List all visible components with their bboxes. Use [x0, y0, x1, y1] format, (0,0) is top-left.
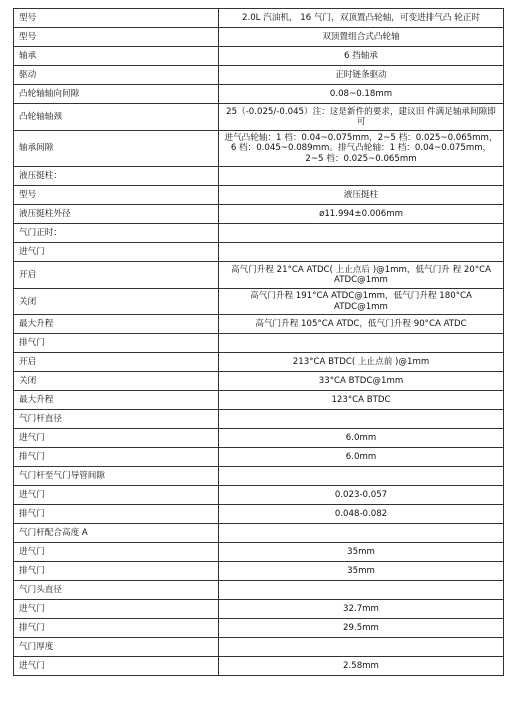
row-value: 正时链条驱动 — [219, 66, 504, 85]
row-label: 进气门 — [14, 600, 219, 619]
row-value: 29.5mm — [219, 619, 504, 638]
table-row — [14, 353, 504, 372]
table-row — [14, 131, 504, 167]
row-label: 排气门 — [14, 619, 219, 638]
row-value: 35mm — [219, 562, 504, 581]
row-value: 高气门升程 105°CA ATDC，低气门升程 90°CA ATDC — [219, 315, 504, 334]
row-label: 排气门 — [14, 562, 219, 581]
row-value: 2.58mm — [219, 657, 504, 676]
table-row — [14, 657, 504, 676]
row-label: 气门杆直径 — [14, 410, 219, 429]
row-label: 关闭 — [14, 372, 219, 391]
row-label: 气门杆配合高度 A — [14, 524, 219, 543]
engine-spec-table — [13, 8, 504, 676]
row-value: 液压挺柱 — [219, 186, 504, 205]
row-label: 驱动 — [14, 66, 219, 85]
row-label: 型号 — [14, 28, 219, 47]
row-value: 33°CA BTDC@1mm — [219, 372, 504, 391]
row-label: 气门厚度 — [14, 638, 219, 657]
row-label: 液压挺柱： — [14, 167, 219, 186]
table-row — [14, 224, 504, 243]
row-value: 进气凸轮轴：1 档：0.04~0.075mm，2~5 档：0.025~0.065mm，6 档：0.045~0.089mm。排气凸轮轴：1 档：0.04~0.075mm，2~5 档：0.025~0.065mm — [219, 131, 504, 167]
table-row — [14, 66, 504, 85]
table-row — [14, 243, 504, 262]
row-value: 35mm — [219, 543, 504, 562]
table-row — [14, 448, 504, 467]
row-value — [219, 243, 504, 262]
table-row — [14, 638, 504, 657]
table-row — [14, 581, 504, 600]
table-row — [14, 85, 504, 104]
row-label: 最大升程 — [14, 315, 219, 334]
row-value: 高气门升程 191°CA ATDC@1mm，低气门升程 180°CA ATDC@1mm — [219, 289, 504, 315]
row-label: 进气门 — [14, 243, 219, 262]
table-row — [14, 562, 504, 581]
row-label: 进气门 — [14, 543, 219, 562]
row-value: 6.0mm — [219, 448, 504, 467]
row-label: 排气门 — [14, 448, 219, 467]
table-row — [14, 47, 504, 66]
row-label: 进气门 — [14, 657, 219, 676]
table-row — [14, 543, 504, 562]
table-row — [14, 486, 504, 505]
table-row — [14, 410, 504, 429]
row-value — [219, 410, 504, 429]
row-value: 0.048-0.082 — [219, 505, 504, 524]
table-row — [14, 289, 504, 315]
row-label: 最大升程 — [14, 391, 219, 410]
row-value — [219, 334, 504, 353]
row-label: 凸轮轴轴向间隙 — [14, 85, 219, 104]
row-label: 型号 — [14, 9, 219, 28]
row-value — [219, 581, 504, 600]
table-row — [14, 372, 504, 391]
row-label: 排气门 — [14, 334, 219, 353]
row-label: 排气门 — [14, 505, 219, 524]
row-label: 气门正时： — [14, 224, 219, 243]
row-value — [219, 167, 504, 186]
table-row — [14, 619, 504, 638]
table-row — [14, 167, 504, 186]
row-label: 轴承 — [14, 47, 219, 66]
table-row — [14, 429, 504, 448]
table-row — [14, 205, 504, 224]
table-row — [14, 315, 504, 334]
row-value: ø11.994±0.006mm — [219, 205, 504, 224]
row-value — [219, 224, 504, 243]
row-value — [219, 467, 504, 486]
row-label: 凸轮轴轴颈 — [14, 104, 219, 131]
row-value — [219, 524, 504, 543]
table-row — [14, 262, 504, 289]
row-value: 0.08~0.18mm — [219, 85, 504, 104]
row-value: 高气门升程 21°CA ATDC( 上止点后 )@1mm，低气门升 程 20°CA ATDC@1mm — [219, 262, 504, 289]
row-value: 123°CA BTDC — [219, 391, 504, 410]
table-row — [14, 334, 504, 353]
table-row — [14, 505, 504, 524]
table-row — [14, 104, 504, 131]
row-value: 6.0mm — [219, 429, 504, 448]
row-value: 25（-0.025/-0.045）注：这是新件的要求，建议旧 件满足轴承间隙即可 — [219, 104, 504, 131]
table-row — [14, 186, 504, 205]
row-label: 关闭 — [14, 289, 219, 315]
spec-table-body — [14, 9, 504, 676]
row-label: 轴承间隙 — [14, 131, 219, 167]
row-value: 6 挡轴承 — [219, 47, 504, 66]
table-row — [14, 391, 504, 410]
row-label: 开启 — [14, 262, 219, 289]
row-label: 液压挺柱外径 — [14, 205, 219, 224]
row-label: 进气门 — [14, 429, 219, 448]
table-row — [14, 28, 504, 47]
table-row — [14, 9, 504, 28]
row-value: 0.023-0.057 — [219, 486, 504, 505]
row-value: 32.7mm — [219, 600, 504, 619]
row-label: 气门杆至气门导管间隙 — [14, 467, 219, 486]
row-label: 进气门 — [14, 486, 219, 505]
row-label: 开启 — [14, 353, 219, 372]
row-value: 双顶置组合式凸轮轴 — [219, 28, 504, 47]
row-value — [219, 638, 504, 657]
row-value: 213°CA BTDC( 上止点前 )@1mm — [219, 353, 504, 372]
row-label: 型号 — [14, 186, 219, 205]
row-label: 气门头直径 — [14, 581, 219, 600]
table-row — [14, 467, 504, 486]
table-row — [14, 524, 504, 543]
table-row — [14, 600, 504, 619]
row-value: 2.0L 汽油机， 16 气门，双顶置凸轮轴，可变进排气凸 轮正时 — [219, 9, 504, 28]
